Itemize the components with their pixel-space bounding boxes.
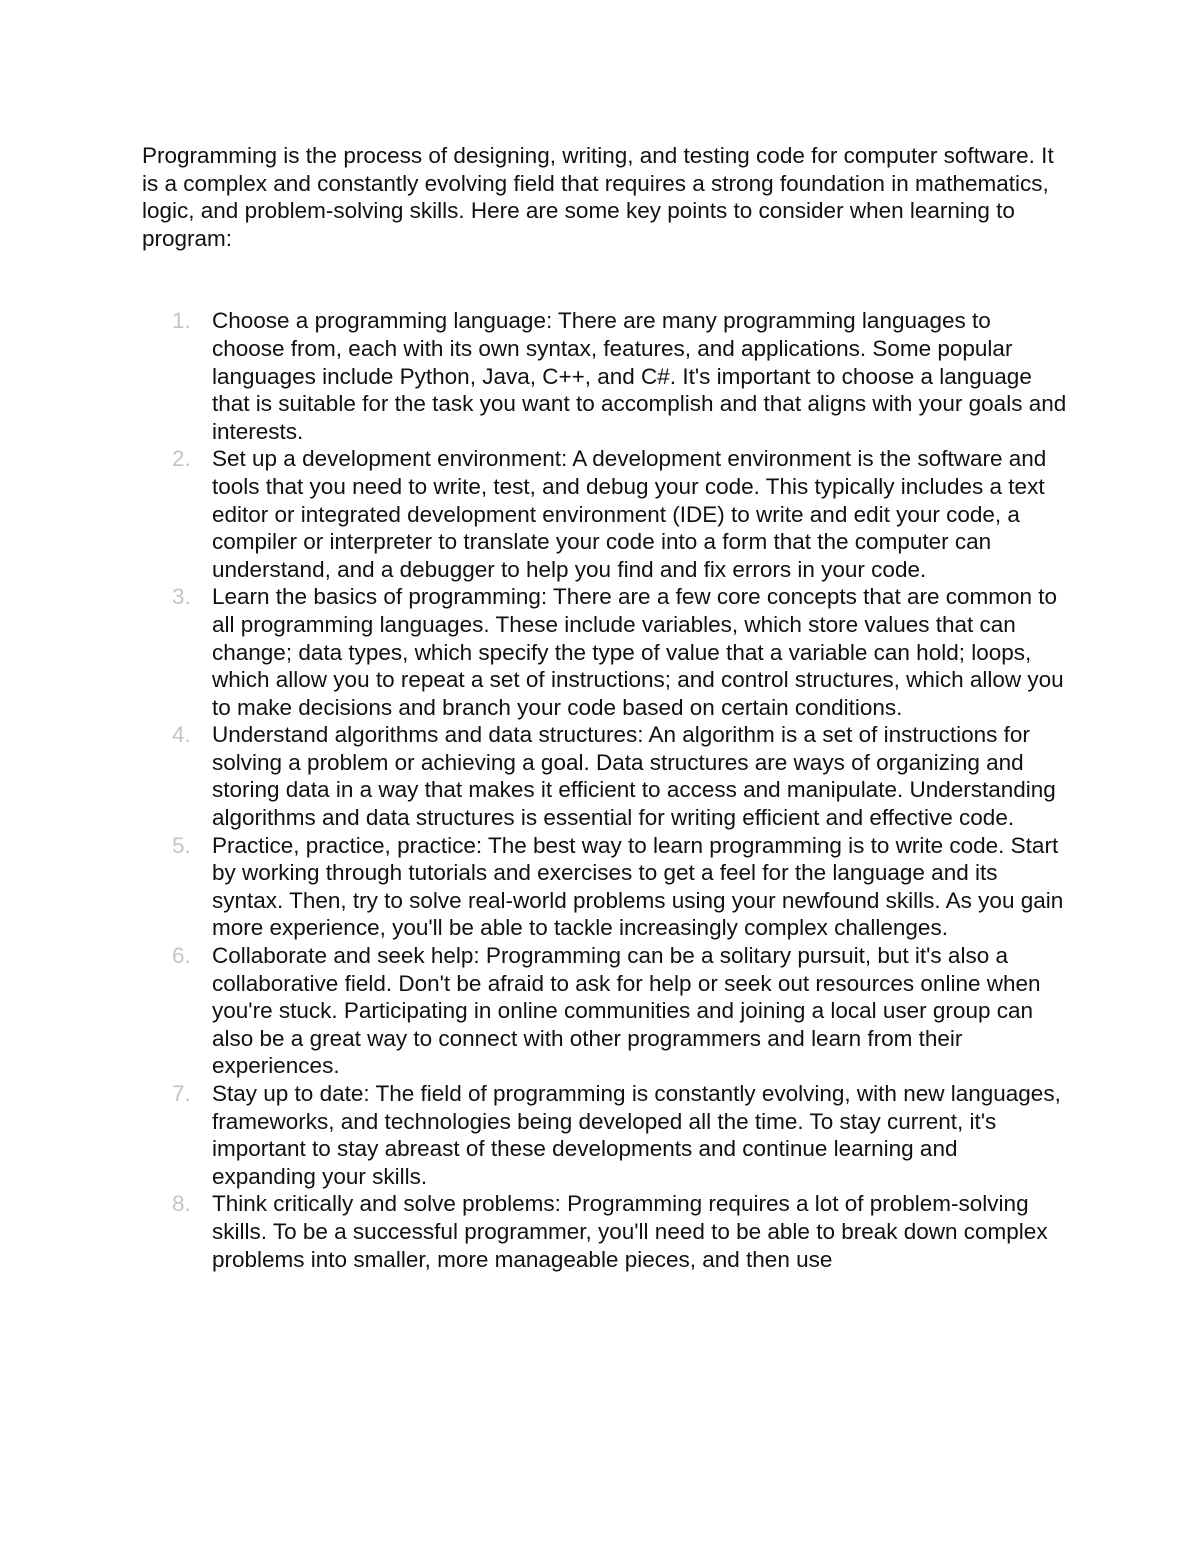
list-number: 8. <box>172 1191 191 1217</box>
list-item-text: Set up a development environment: A development environment is the software and tools that you need to write, test, and debug your code. This typically includes a text editor or integrated development environment (IDE) to write and edit your code, a compiler or interpreter to translate your code into a form that the computer can understand, and a debugger to help you find and fix errors in your code. <box>212 446 1047 582</box>
list-item-text: Learn the basics of programming: There are a few core concepts that are common to all programming languages. These include variables, which store values that can change; data types, which specify the type of value that a variable can hold; loops, which allow you to repeat a set of instructions; and control structures, which allow you to make decisions and branch your code based on certain conditions. <box>212 584 1064 720</box>
list-item <box>142 583 1067 721</box>
list-number: 6. <box>172 943 191 969</box>
list-item-text: Stay up to date: The field of programming is constantly evolving, with new languages, frameworks, and technologies being developed all the time. To stay current, it's important to stay abreast of these developments and continue learning and expanding your skills. <box>212 1081 1061 1189</box>
list-number: 3. <box>172 584 191 610</box>
list-number: 5. <box>172 832 191 858</box>
list-item-text: Collaborate and seek help: Programming can be a solitary pursuit, but it's also a collaborative field. Don't be afraid to ask for help or seek out resources online when you're stuck. Participating in online communities and joining a local user group can also be a great way to connect with other programmers and learn from their experiences. <box>212 943 1041 1079</box>
list-item-text: Think critically and solve problems: Programming requires a lot of problem-solving skills. To be a successful programmer, you'll need to be able to break down complex problems into smaller, more manageable pieces, and then use <box>212 1191 1048 1272</box>
list-item <box>142 1190 1067 1273</box>
list-number: 4. <box>172 722 191 748</box>
list-item <box>142 1080 1067 1190</box>
list-number: 7. <box>172 1081 191 1106</box>
intro-paragraph: Programming is the process of designing, writing, and testing code for computer software. It is a complex and constantly evolving field that requires a strong foundation in mathematics, logic, and problem-solving skills. Here are some key points to consider when learning to program: <box>142 143 1054 251</box>
list-item <box>142 445 1067 583</box>
list-item <box>142 307 1067 445</box>
list-number: 1. <box>172 308 191 334</box>
list-item-text: Practice, practice, practice: The best way to learn programming is to write code. Start by working through tutorials and exercises to get a feel for the language and its syntax. Then, try to solve real-world problems using your newfound skills. As you gain more experience, you'll be able to tackle increasingly complex challenges. <box>212 832 1064 941</box>
list-item <box>142 942 1067 1080</box>
document-body <box>142 142 1067 1273</box>
list-item-text: Choose a programming language: There are many programming languages to choose from, each with its own syntax, features, and applications. Some popular languages include Python, Java, C++, and C#. It's important to choose a language that is suitable for the task you want to accomplish and that aligns with your goals and interests. <box>212 308 1067 444</box>
list-number: 2. <box>172 446 191 472</box>
list-item-text: Understand algorithms and data structures: An algorithm is a set of instructions for solving a problem or achieving a goal. Data structures are ways of organizing and storing data in a way that makes it efficient to access and manipulate. Understanding algorithms and data structures is essential for writing efficient and effective code. <box>212 722 1056 831</box>
list-item <box>142 832 1067 942</box>
key-points-list <box>142 307 1067 1273</box>
list-item <box>142 721 1067 831</box>
